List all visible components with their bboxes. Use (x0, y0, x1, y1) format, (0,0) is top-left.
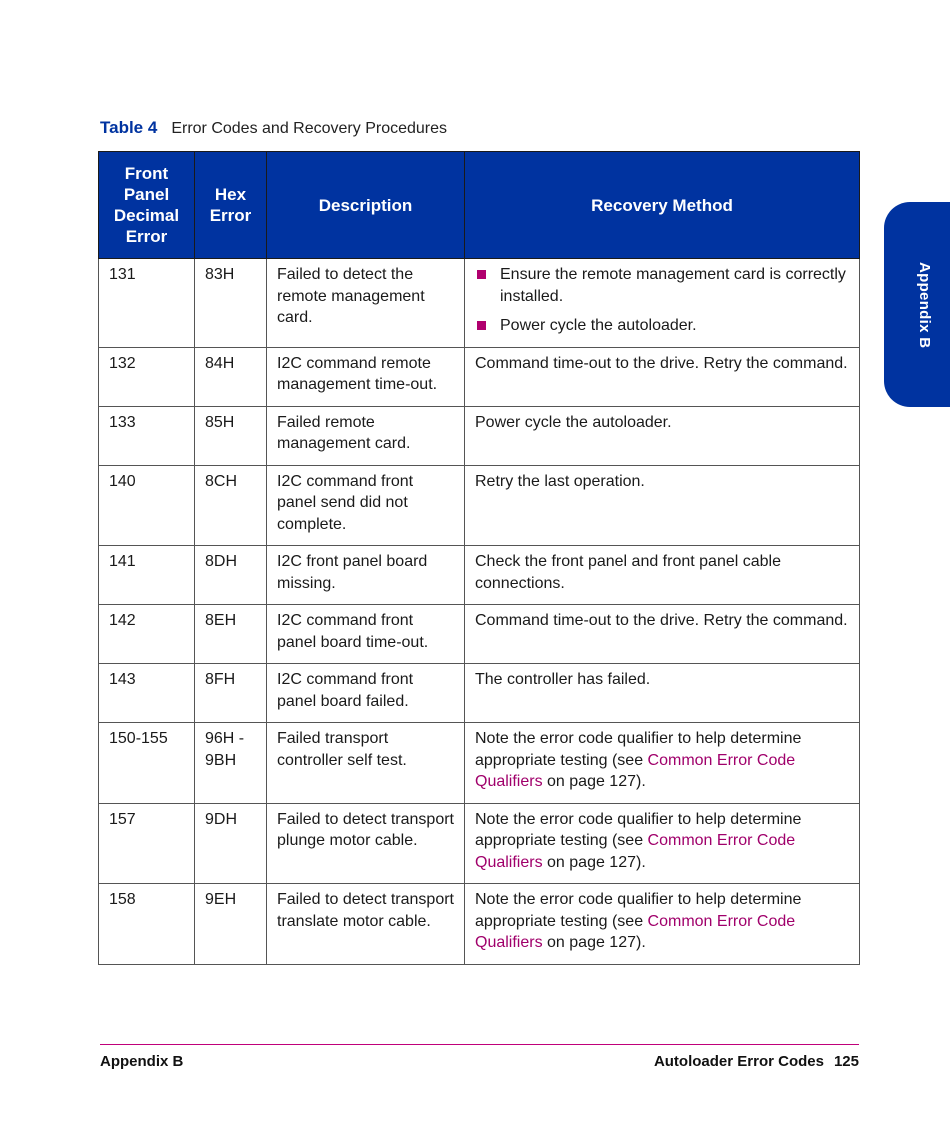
recovery-cell (465, 884, 860, 965)
recovery-cell (465, 803, 860, 884)
table-title: Error Codes and Recovery Procedures (171, 120, 448, 137)
hex-error-cell: 96H - 9BH (195, 723, 267, 804)
table-row (99, 546, 860, 605)
hex-error-cell: 9DH (195, 803, 267, 884)
recovery-text: Note the error code qualifier to help determine appropriate testing (see (475, 810, 802, 849)
recovery-text: Note the error code qualifier to help determine appropriate testing (see (475, 891, 802, 930)
hex-error-cell: 8DH (195, 546, 267, 605)
appendix-side-tab-label: Appendix B (916, 262, 933, 349)
table-row (99, 465, 860, 546)
decimal-error-cell: 150-155 (99, 723, 195, 804)
recovery-cell: Power cycle the autoloader. (465, 406, 860, 465)
decimal-error-cell: 140 (99, 465, 195, 546)
recovery-cell: The controller has failed. (465, 664, 860, 723)
hex-error-cell: 83H (195, 259, 267, 348)
footer-chapter-title: Autoloader Error Codes (653, 1053, 824, 1070)
hex-error-cell: 8CH (195, 465, 267, 546)
description-cell: I2C front panel board missing. (267, 546, 465, 605)
table-row (99, 605, 860, 664)
hex-error-cell: 85H (195, 406, 267, 465)
recovery-bullet-list (475, 264, 849, 337)
table-row (99, 884, 860, 965)
description-cell: I2C command front panel send did not complete. (267, 465, 465, 546)
table-row (99, 664, 860, 723)
table-caption (100, 118, 447, 138)
header-description: Description (267, 152, 465, 259)
recovery-text: on page 127). (542, 773, 646, 790)
recovery-bullet-text: Ensure the remote management card is correctly installed. (500, 266, 846, 305)
square-bullet-icon (477, 270, 486, 279)
page-number: 125 (833, 1053, 859, 1070)
description-cell: Failed transport controller self test. (267, 723, 465, 804)
header-hex-error: Hex Error (195, 152, 267, 259)
description-cell: I2C command front panel board time-out. (267, 605, 465, 664)
footer-title-page (654, 1053, 859, 1070)
hex-error-cell: 8EH (195, 605, 267, 664)
hex-error-cell: 8FH (195, 664, 267, 723)
header-front-panel-decimal-error: Front Panel Decimal Error (99, 152, 195, 259)
table-number: Table 4 (100, 118, 158, 137)
table-row (99, 347, 860, 406)
decimal-error-cell: 133 (99, 406, 195, 465)
decimal-error-cell: 142 (99, 605, 195, 664)
square-bullet-icon (477, 321, 486, 330)
table-row (99, 803, 860, 884)
description-cell: Failed to detect transport plunge motor cable. (267, 803, 465, 884)
description-cell: Failed remote management card. (267, 406, 465, 465)
recovery-cell: Command time-out to the drive. Retry the command. (465, 605, 860, 664)
decimal-error-cell: 131 (99, 259, 195, 348)
recovery-cell (465, 723, 860, 804)
footer-section-label: Appendix B (100, 1053, 184, 1070)
recovery-bullet (475, 315, 849, 337)
common-error-code-qualifiers-link[interactable]: Common Error Code Qualifiers (475, 912, 796, 951)
header-recovery-method: Recovery Method (465, 152, 860, 259)
error-codes-table (98, 151, 860, 965)
description-cell: Failed to detect the remote management card. (267, 259, 465, 348)
description-cell: I2C command remote management time-out. (267, 347, 465, 406)
table-row (99, 406, 860, 465)
hex-error-cell: 84H (195, 347, 267, 406)
table-row (99, 723, 860, 804)
recovery-text: Note the error code qualifier to help determine appropriate testing (see (475, 730, 802, 769)
table-header-row (99, 152, 860, 259)
recovery-cell: Command time-out to the drive. Retry the command. (465, 347, 860, 406)
recovery-cell: Check the front panel and front panel cable connections. (465, 546, 860, 605)
decimal-error-cell: 157 (99, 803, 195, 884)
footer-divider (100, 1044, 859, 1045)
decimal-error-cell: 158 (99, 884, 195, 965)
common-error-code-qualifiers-link[interactable]: Common Error Code Qualifiers (475, 832, 796, 871)
recovery-text: on page 127). (542, 934, 646, 951)
description-cell: Failed to detect transport translate motor cable. (267, 884, 465, 965)
recovery-bullet-text: Power cycle the autoloader. (500, 317, 697, 334)
recovery-cell (465, 259, 860, 348)
table-row (99, 259, 860, 348)
recovery-bullet (475, 264, 849, 307)
decimal-error-cell: 141 (99, 546, 195, 605)
common-error-code-qualifiers-link[interactable]: Common Error Code Qualifiers (475, 751, 796, 790)
description-cell: I2C command front panel board failed. (267, 664, 465, 723)
hex-error-cell: 9EH (195, 884, 267, 965)
recovery-text: on page 127). (542, 853, 646, 871)
recovery-cell: Retry the last operation. (465, 465, 860, 546)
decimal-error-cell: 132 (99, 347, 195, 406)
decimal-error-cell: 143 (99, 664, 195, 723)
